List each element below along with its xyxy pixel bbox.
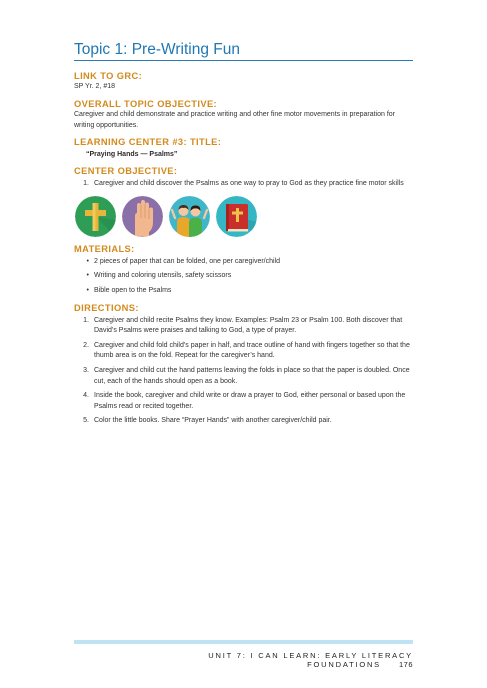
icon-row <box>75 196 413 237</box>
list-item <box>74 286 413 297</box>
list-text: Color the little books. Share “Prayer Hands” with another caregiver/child pair. <box>94 416 332 424</box>
directions-list <box>74 316 413 427</box>
list-text: Caregiver and child recite Psalms they know. Examples: Psalm 23 or Psalm 100. Both discover that David’s Psalms were praises and talking to God, a type of prayer. <box>94 316 403 335</box>
list-item <box>74 316 413 338</box>
directions-heading: DIRECTIONS: <box>74 302 139 313</box>
list-text: Caregiver and child cut the hand patterns leaving the folds in place so that the paper is doubled. Once cut, each of the hands should open as a book. <box>94 366 410 385</box>
praying-hand-icon <box>122 196 163 237</box>
list-text: Bible open to the Psalms <box>94 286 172 294</box>
materials-list <box>74 257 413 296</box>
bible-icon <box>216 196 257 237</box>
list-text: Writing and coloring utensils, safety scissors <box>94 272 232 280</box>
objective-section <box>74 98 413 132</box>
page-number: 176 <box>398 660 413 669</box>
link-grc-text: SP Yr. 2, #18 <box>74 83 115 90</box>
list-item <box>74 416 413 427</box>
learning-center-heading: LEARNING CENTER #3: TITLE: <box>74 137 222 148</box>
list-number: 2. <box>83 341 89 349</box>
objective-text: Caregiver and child demonstrate and practice writing and other fine motor movements in preparation for writing opportunities. <box>74 110 395 129</box>
bullet-icon: • <box>86 286 89 294</box>
page-title: Topic 1: Pre-Writing Fun <box>74 41 240 58</box>
link-grc-heading: LINK TO GRC: <box>74 71 143 81</box>
list-number: 5. <box>83 416 89 424</box>
center-objective-heading: CENTER OBJECTIVE: <box>74 166 178 177</box>
list-text: Caregiver and child fold child’s paper in half, and trace outline of hand with fingers together so that the thumb area is on the fold. Repeat for the caregiver’s hand. <box>94 341 410 360</box>
center-objective-section <box>74 165 413 190</box>
bullet-icon: • <box>86 272 89 280</box>
learning-center-section <box>74 136 413 160</box>
list-number: 1. <box>83 316 89 324</box>
center-objective-list <box>74 179 413 190</box>
learning-center-title: “Praying Hands — Psalms” <box>86 151 178 159</box>
list-item <box>74 391 413 413</box>
list-number: 3. <box>83 366 89 374</box>
list-number: 4. <box>83 391 89 399</box>
list-item <box>74 179 413 190</box>
link-grc-section <box>74 70 413 93</box>
page-content <box>74 70 413 432</box>
list-text: Caregiver and child discover the Psalms as one way to pray to God as they practice fine motor skills <box>94 180 404 188</box>
materials-heading: MATERIALS: <box>74 244 135 255</box>
materials-section <box>74 243 413 296</box>
objective-heading: OVERALL TOPIC OBJECTIVE: <box>74 98 218 109</box>
list-number: 1. <box>83 180 89 188</box>
footer-divider <box>74 640 413 644</box>
list-item <box>74 366 413 388</box>
list-text: 2 pieces of paper that can be folded, one per caregiver/child <box>94 258 281 266</box>
directions-section <box>74 302 413 427</box>
list-item <box>74 271 413 282</box>
page-footer <box>150 651 413 669</box>
footer-unit-title: UNIT 7: I CAN LEARN: EARLY LITERACY FOUNDATIONS <box>208 651 413 669</box>
list-item <box>74 257 413 268</box>
title-divider <box>74 60 413 61</box>
children-icon <box>169 196 210 237</box>
list-item <box>74 341 413 363</box>
cross-icon <box>75 196 116 237</box>
list-text: Inside the book, caregiver and child write or draw a prayer to God, either personal or based upon the Psalms read or recited together. <box>94 391 406 410</box>
bullet-icon: • <box>86 258 89 266</box>
